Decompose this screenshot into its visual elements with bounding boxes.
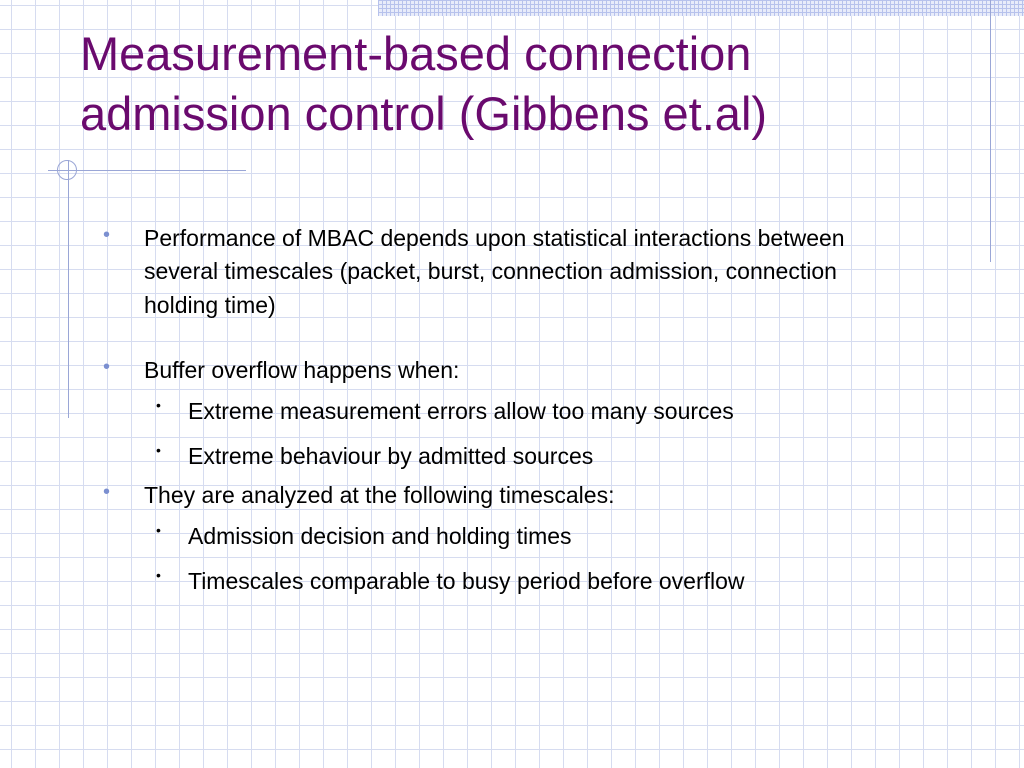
bullet-list: [100, 222, 900, 598]
bullet-text: They are analyzed at the following timescales:: [144, 482, 615, 509]
sub-bullet-text: Timescales comparable to busy period before overflow: [188, 567, 745, 594]
sub-bullet-item: [144, 395, 900, 428]
sub-bullet-text: Extreme behaviour by admitted sources: [188, 442, 594, 469]
decorative-grid-band: [378, 0, 1024, 16]
slide-title: [80, 24, 980, 143]
sub-bullet-list: [144, 395, 900, 473]
decorative-circle: [57, 160, 77, 180]
decorative-horizontal-line: [48, 170, 246, 171]
sub-bullet-item: [144, 440, 900, 473]
sub-bullet-list: [144, 520, 900, 598]
slide-title-line-2: admission control (Gibbens et.al): [80, 86, 768, 140]
bullet-text: Buffer overflow happens when:: [144, 357, 460, 384]
slide-title-line-1: Measurement-based connection: [80, 27, 752, 80]
bullet-marker: •: [103, 356, 111, 379]
sub-bullet-text: Extreme measurement errors allow too many sources: [188, 398, 734, 425]
bullet-text: Performance of MBAC depends upon statistical interactions between several timescales (packet, burst, connection admission, connection holding time): [144, 225, 845, 318]
decorative-vertical-line-right: [990, 0, 991, 262]
bullet-marker: •: [103, 481, 111, 504]
sub-bullet-marker: •: [156, 397, 161, 414]
sub-bullet-item: [144, 565, 900, 598]
decorative-vertical-line-left: [68, 160, 69, 418]
sub-bullet-text: Admission decision and holding times: [188, 523, 572, 550]
bullet-marker: •: [103, 224, 111, 246]
bullet-item: [100, 222, 900, 322]
sub-bullet-marker: •: [156, 522, 161, 539]
sub-bullet-marker: •: [156, 441, 161, 458]
bullet-item: [100, 479, 900, 598]
bullet-item: [100, 354, 900, 473]
sub-bullet-marker: •: [156, 566, 161, 583]
sub-bullet-item: [144, 520, 900, 553]
